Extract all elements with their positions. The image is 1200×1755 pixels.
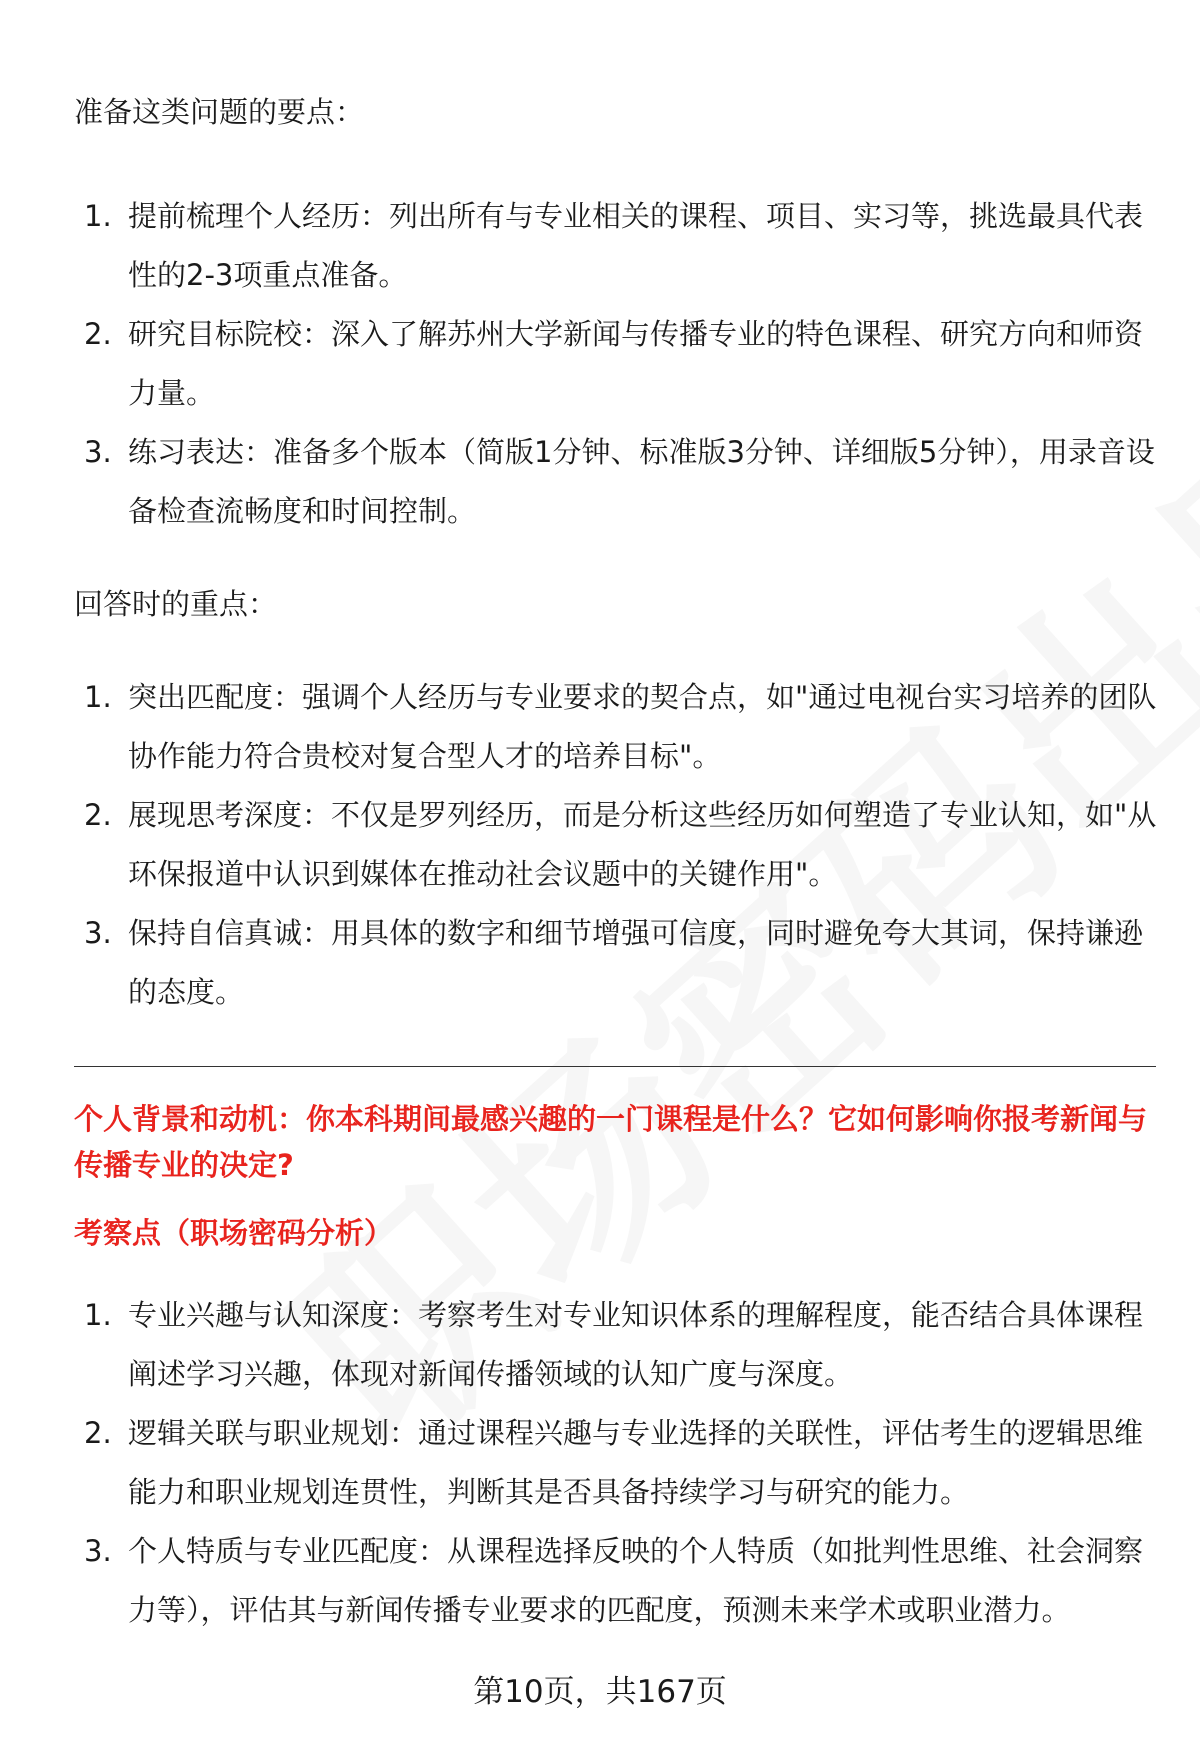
list-number: 3.: [84, 435, 112, 469]
list-item-text: 逻辑关联与职业规划：通过课程兴趣与专业选择的关联性，评估考生的逻辑思维能力和职业规划连贯性，判断其是否具备持续学习与研究的能力。: [128, 1416, 1144, 1509]
analysis-list: [0, 1286, 1200, 1640]
list-item-text: 保持自信真诚：用具体的数字和细节增强可信度，同时避免夸大其词，保持谦逊的态度。: [128, 916, 1144, 1009]
interview-question: 个人背景和动机：你本科期间最感兴趣的一门课程是什么？它如何影响你报考新闻与传播专业的决定?: [74, 1102, 1148, 1182]
list-item-text: 专业兴趣与认知深度：考察考生对专业知识体系的理解程度，能否结合具体课程阐述学习兴趣，体现对新闻传播领域的认知广度与深度。: [128, 1298, 1144, 1391]
list-item-text: 突出匹配度：强调个人经历与专业要求的契合点，如"通过电视台实习培养的团队协作能力符合贵校对复合型人才的培养目标"。: [128, 680, 1157, 773]
list-number: 1.: [84, 199, 112, 233]
list-item: [0, 1286, 1200, 1404]
list-item: [0, 423, 1200, 541]
list-item-text: 研究目标院校：深入了解苏州大学新闻与传播专业的特色课程、研究方向和师资力量。: [128, 317, 1144, 410]
analysis-heading: 考察点（职场密码分析）: [74, 1216, 394, 1250]
list-item-text: 练习表达：准备多个版本（简版1分钟、标准版3分钟、详细版5分钟），用录音设备检查流畅度和时间控制。: [128, 435, 1155, 528]
list-number: 2.: [84, 798, 112, 832]
list-item: [0, 187, 1200, 305]
list-number: 3.: [84, 1534, 112, 1568]
answer-list: [0, 668, 1200, 1022]
list-item-text: 个人特质与专业匹配度：从课程选择反映的个人特质（如批判性思维、社会洞察力等），评估其与新闻传播专业要求的匹配度，预测未来学术或职业潜力。: [128, 1534, 1144, 1627]
list-item: [0, 305, 1200, 423]
list-item-text: 提前梳理个人经历：列出所有与专业相关的课程、项目、实习等，挑选最具代表性的2-3项重点准备。: [128, 199, 1144, 292]
list-number: 3.: [84, 916, 112, 950]
list-item: [0, 1522, 1200, 1640]
section-divider: [74, 1066, 1156, 1067]
list-number: 1.: [84, 680, 112, 714]
list-item: [0, 786, 1200, 904]
list-item: [0, 1404, 1200, 1522]
prep-heading: 准备这类问题的要点：: [74, 95, 365, 129]
page-number: 第10页，共167页: [473, 1674, 727, 1710]
answer-heading: 回答时的重点：: [74, 587, 278, 621]
list-number: 1.: [84, 1298, 112, 1332]
list-number: 2.: [84, 1416, 112, 1450]
list-item-text: 展现思考深度：不仅是罗列经历，而是分析这些经历如何塑造了专业认知，如"从环保报道中认识到媒体在推动社会议题中的关键作用"。: [128, 798, 1157, 891]
list-number: 2.: [84, 317, 112, 351]
list-item: [0, 904, 1200, 1022]
list-item: [0, 668, 1200, 786]
prep-list: [0, 187, 1200, 541]
